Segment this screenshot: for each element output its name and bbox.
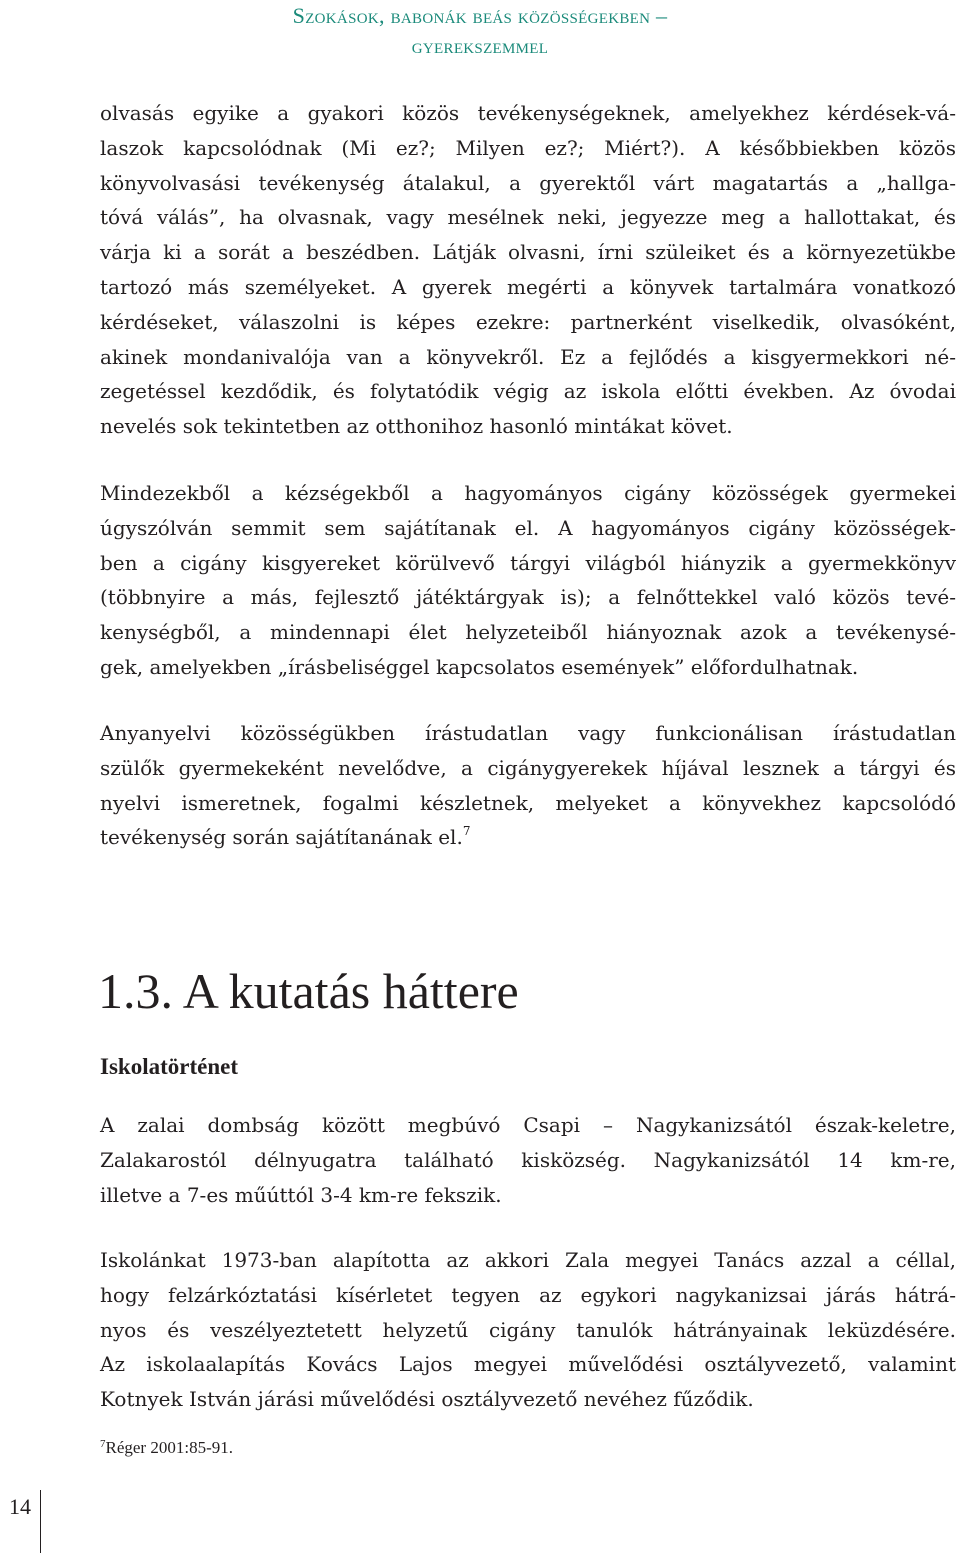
- section-heading: 1.3. A kutatás háttere: [98, 963, 519, 1019]
- footnote-marker: 7: [100, 1438, 106, 1450]
- text-line: Anyanyelvi közösségükben írástudatlan vagy funkcionálisan írástudatlan: [100, 721, 956, 745]
- text-line: úgyszólván semmit sem sajátítanak el. A hagyományos cigány közösségek-: [100, 515, 956, 540]
- text-line: Zalakarostól délnyugatra található kisközség. Nagykanizsától 14 km-re,: [100, 1147, 956, 1172]
- text-line: ben a cigány kisgyereket körülvevő tárgyi világból hiányzik a gyermekkönyv: [100, 550, 956, 575]
- text-line: tóvá válás”, ha olvasnak, vagy mesélnek neki, jegyezze meg a hallottakat, és: [100, 205, 956, 230]
- text-line: Az iskolaalapítás Kovács Lajos megyei művelődési osztályvezető, valamint: [100, 1352, 956, 1377]
- text-line: nyos és veszélyeztetett helyzetű cigány tanulók hátrányainak leküzdésére.: [100, 1317, 956, 1342]
- paragraph-illiterate-parents: [100, 716, 956, 855]
- text-line: hogy felzárkóztatási kísérletet tegyen az egykori nagykanizsai járás hátrá-: [100, 1282, 956, 1307]
- footnote-reference: 7: [462, 824, 471, 839]
- text-line: szülők gyermekeként nevelődve, a cigánygyerekek híjával lesznek a tárgyi és: [100, 755, 956, 780]
- paragraph-home-reading: [100, 96, 956, 444]
- page-number-rule: [40, 1490, 41, 1553]
- paragraph-school-founding: [100, 1243, 956, 1417]
- text-line: Mindezekből a kézségekből a hagyományos cigány közösségek gyermekei: [100, 481, 956, 505]
- text-line: A zalai dombság között megbúvó Csapi – Nagykanizsától észak-keletre,: [100, 1113, 956, 1137]
- text-line: (többnyire a más, fejlesztő játéktárgyak is); a felnőttekkel való közös tevé-: [100, 585, 956, 610]
- footnote: [100, 1432, 233, 1460]
- text-line: nyelvi ismeretnek, fogalmi készletnek, melyeket a könyvekhez kapcsolódó: [100, 790, 956, 815]
- text-line: [100, 820, 956, 855]
- text-line-content: tevékenység során sajátítanának el.: [100, 825, 463, 850]
- text-line: gek, amelyekben „írásbeliséggel kapcsolatos események” előfordulhatnak.: [100, 654, 859, 679]
- text-line: könyvolvasási tevékenység átalakul, a gyerektől várt magatartás a „hallga-: [100, 170, 956, 195]
- text-line: Kotnyek István járási művelődési osztályvezető nevéhez fűződik.: [100, 1387, 754, 1412]
- text-line: várja ki a sorát a beszédben. Látják olvasni, írni szüleiket és a környezetükbe: [100, 240, 956, 265]
- footnote-text: Réger 2001:85-91.: [105, 1438, 233, 1457]
- text-line: Iskolánkat 1973-ban alapította az akkori Zala megyei Tanács azzal a céllal,: [100, 1248, 956, 1272]
- running-header-line-1: Szokások, babonák beás közösségekben –: [292, 3, 668, 28]
- subheading: Iskolatörténet: [100, 1054, 238, 1079]
- text-line: olvasás egyike a gyakori közös tevékenységeknek, amelyekhez kérdések-vá-: [100, 101, 956, 125]
- text-line: kenységből, a mindennapi élet helyzeteiből hiányoznak azok a tevékenysé-: [100, 620, 956, 645]
- text-line: kérdéseket, válaszolni is képes ezekre: partnerként viselkedik, olvasóként,: [100, 309, 956, 334]
- text-line: laszok kapcsolódnak (Mi ez?; Milyen ez?; Miért?). A későbbiekben közös: [100, 135, 956, 160]
- text-line: tartozó más személyeket. A gyerek megérti a könyvek tartalmára vonatkozó: [100, 274, 956, 299]
- text-line: akinek mondanivalója van a könyvekről. Ez a fejlődés a kisgyermekkori né-: [100, 344, 956, 369]
- text-line: illetve a 7-es műúttól 3-4 km-re fekszik.: [100, 1182, 502, 1207]
- paragraph-traditional-communities: [100, 476, 956, 685]
- paragraph-village-location: [100, 1108, 956, 1212]
- text-line: zegetéssel kezdődik, és folytatódik végig az iskola előtti években. Az óvodai: [100, 379, 956, 404]
- running-header-line-2: gyerekszemmel: [411, 33, 549, 58]
- page-number: 14: [9, 1494, 31, 1519]
- text-line: nevelés sok tekintetben az otthonihoz hasonló mintákat követ.: [100, 414, 733, 439]
